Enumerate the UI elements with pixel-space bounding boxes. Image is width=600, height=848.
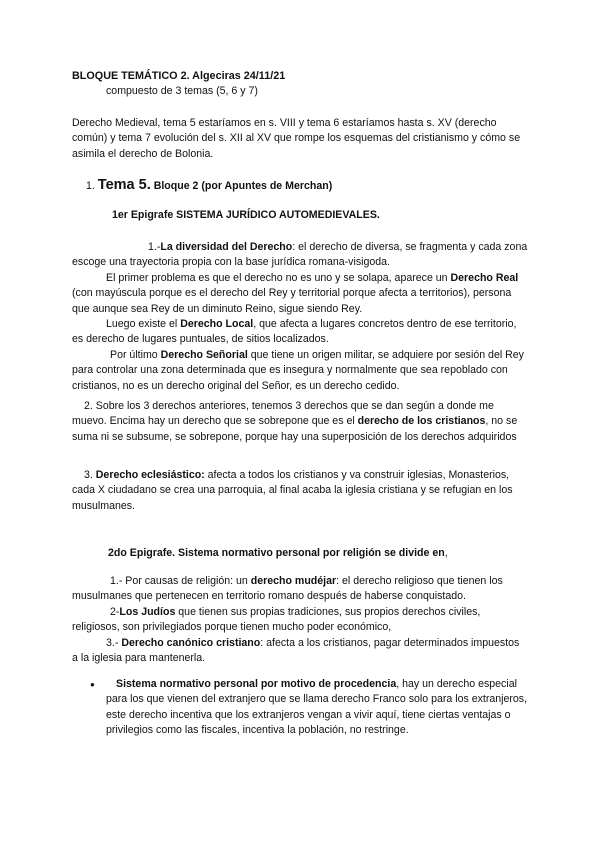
paragraph-derecho-senorial bbox=[72, 348, 528, 394]
paragraph-canonico bbox=[72, 636, 528, 667]
section-diversidad bbox=[72, 240, 528, 394]
tema-number: 1. bbox=[86, 180, 95, 192]
paragraph-diversidad bbox=[72, 240, 528, 271]
paragraph-text: , no se suma ni se subsume, se sobrepone, porque hay una superposición de los derechos adquiridos bbox=[72, 415, 518, 443]
paragraph-derecho-local bbox=[72, 317, 528, 348]
paragraph-bold: La diversidad del Derecho bbox=[160, 241, 293, 253]
epigrafe-1-title: 1er Epigrafe SISTEMA JURÍDICO AUTOMEDIEVALES. bbox=[112, 209, 380, 221]
paragraph-bold: Los Judíos bbox=[119, 605, 176, 618]
paragraph-eclesiastico bbox=[72, 468, 528, 514]
paragraph-text: El primer problema es que el derecho no es uno y se solapa, aparece un bbox=[106, 271, 451, 284]
paragraph-text: que tiene un origen militar, se adquiere por sesión del Rey para controlar una zona determinada que es insegura y normalmente que sea repoblado con cristianos, no es un derecho original del Señor, es un derecho cedido. bbox=[72, 348, 524, 392]
paragraph-text: Por último bbox=[110, 348, 161, 361]
paragraph-judios bbox=[72, 605, 528, 636]
epigrafe-2-tail: , bbox=[444, 547, 448, 559]
paragraph-text: que tienen sus propias tradiciones, sus propios derechos civiles, religiosos, son privilegiados porque tienen mucho poder económico, bbox=[72, 605, 481, 634]
paragraph-bold: Derecho Real bbox=[450, 271, 519, 284]
paragraph-text: 3.- bbox=[106, 636, 122, 649]
epigrafe-2-heading bbox=[72, 546, 528, 561]
list-item bbox=[72, 677, 528, 739]
bullet-paragraph bbox=[106, 677, 528, 739]
section-superposicion bbox=[72, 399, 528, 445]
paragraph-bold: Derecho Señorial bbox=[160, 348, 248, 361]
epigrafe-1-heading bbox=[72, 208, 528, 223]
section-religion bbox=[72, 574, 528, 666]
paragraph-text: 1.- Por causas de religión: un bbox=[110, 575, 251, 587]
paragraph-text: Luego existe el bbox=[106, 318, 181, 331]
tema-label: Tema 5. bbox=[97, 177, 151, 193]
paragraph-text: : el derecho de diversa, se fragmenta y cada zona escoge una trayectoria propia con la base jurídica romana-visigoda. bbox=[72, 241, 528, 269]
paragraph-bold: derecho de los cristianos bbox=[357, 415, 486, 428]
document-subtitle: compuesto de 3 temas (5, 6 y 7) bbox=[106, 85, 258, 98]
paragraph-mudejar bbox=[72, 574, 528, 605]
paragraph-text: , hay un derecho especial para los que vienen del extranjero que se llama derecho Franco solo para los extranjeros, este derecho incentiva que los extranjeros vengan a vivir aquí, tiene ciertas ventajas o privilegios como las fiscales, incentiva la población, no restringe. bbox=[106, 678, 528, 737]
intro-paragraph bbox=[72, 116, 528, 162]
paragraph-text: afecta a todos los cristianos y va construir iglesias, Monasterios, cada X ciudadano se crea una parroquia, al final acaba la iglesia cristiana y se refugian en los musulmanes. bbox=[72, 469, 513, 512]
tema-subtitle: Bloque 2 (por Apuntes de Merchan) bbox=[153, 180, 333, 192]
document-header bbox=[72, 69, 528, 100]
paragraph-text: , que afecta a lugares concretos dentro de ese territorio, es derecho de lugares puntuales, de sitios localizados. bbox=[72, 318, 517, 346]
paragraph-bold: derecho mudéjar bbox=[250, 575, 337, 587]
paragraph-text: : el derecho religioso que tienen los musulmanes que pertenecen en territorio romano después de haberse conquistado. bbox=[72, 575, 503, 603]
bullet-list bbox=[72, 677, 528, 739]
paragraph-text: 2. Sobre los 3 derechos anteriores, tenemos 3 derechos que se dan según a donde me muevo. Encima hay un derecho que se sobrepone que es el bbox=[72, 400, 494, 428]
paragraph-text: 3. bbox=[84, 469, 96, 481]
paragraph-text: : afecta a los cristianos, pagar determinados impuestos a la iglesia para mantenerla. bbox=[72, 636, 520, 665]
document-title: BLOQUE TEMÁTICO 2. Algeciras 24/11/21 bbox=[72, 70, 286, 82]
paragraph-bold: Derecho canónico cristiano bbox=[121, 636, 261, 649]
bullet-icon: ● bbox=[90, 680, 95, 689]
paragraph-text: (con mayúscula porque es el derecho del Rey y territorial porque afecta a territorios), persona que aunque sea Rey de un diminuto Reino, sigue siendo Rey. bbox=[72, 287, 512, 315]
paragraph-bold: Derecho Local bbox=[180, 318, 254, 331]
intro-text: Derecho Medieval, tema 5 estaríamos en s. VIII y tema 6 estaríamos hasta s. XV (derecho común) y tema 7 evolución del s. XII al XV que rompe los esquemas del cristianismo y cómo se asimila el derecho de Bolonia. bbox=[72, 117, 521, 160]
tema-heading bbox=[72, 175, 528, 196]
section-eclesiastico bbox=[72, 468, 528, 514]
paragraph-text: 2- bbox=[110, 605, 120, 618]
paragraph-bold: Sistema normativo personal por motivo de procedencia bbox=[116, 678, 397, 690]
paragraph-bold: Derecho eclesiástico: bbox=[95, 469, 205, 481]
epigrafe-2-title: 2do Epigrafe. Sistema normativo personal por religión se divide en bbox=[108, 547, 445, 559]
paragraph-prefix: 1.- bbox=[148, 241, 161, 253]
paragraph-derecho-real bbox=[72, 271, 528, 317]
paragraph-superposicion bbox=[72, 399, 528, 445]
